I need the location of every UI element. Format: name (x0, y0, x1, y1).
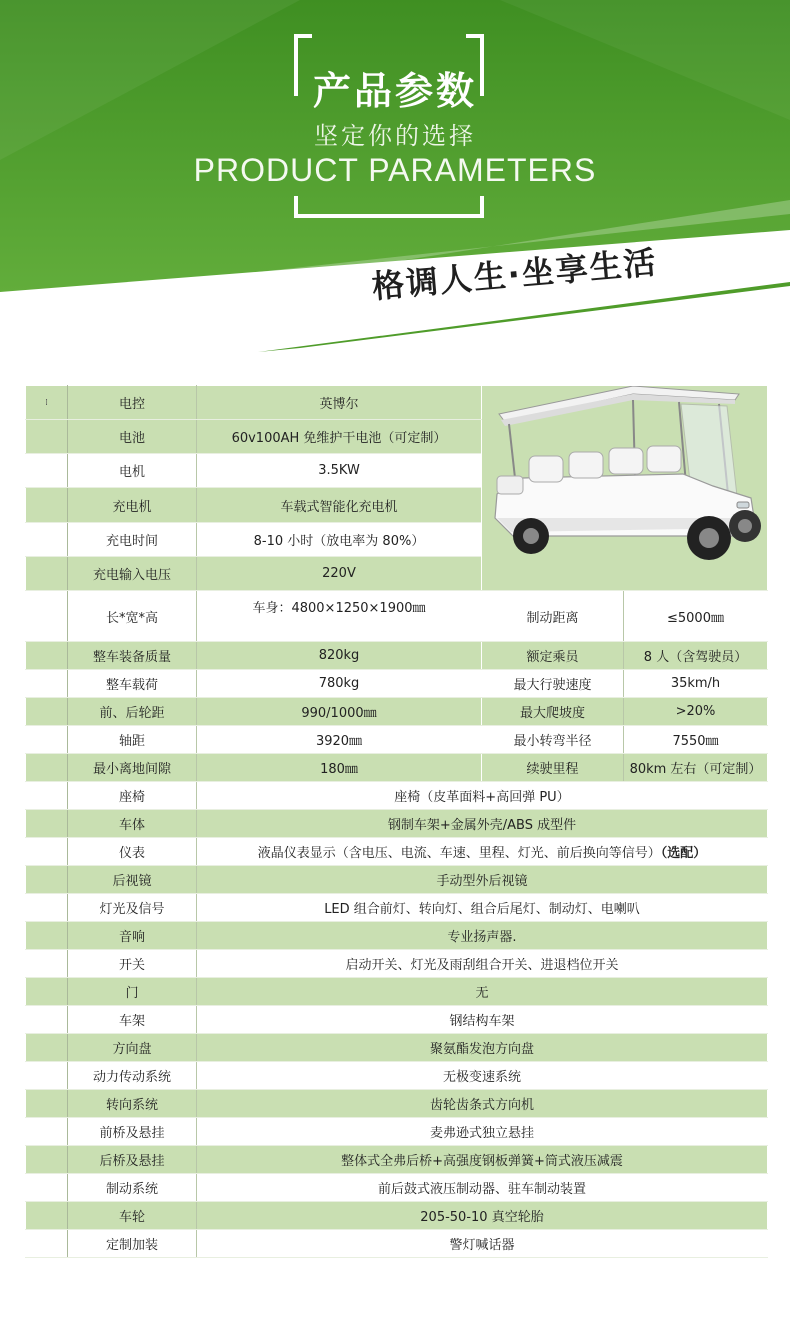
spec-value: ≤5000㎜ (624, 591, 768, 642)
spec-value: 无 (197, 978, 768, 1006)
spec-label: 额定乘员 (482, 642, 624, 670)
spec-label: 整车装备质量 (68, 642, 197, 670)
spec-label: 车轮 (68, 1202, 197, 1230)
spec-label: 后视镜 (68, 866, 197, 894)
spec-value: 205-50-10 真空轮胎 (197, 1202, 768, 1230)
spec-label: 最小转弯半径 (482, 726, 624, 754)
spec-label: 充电时间 (68, 522, 197, 556)
spec-value: >20% (624, 698, 768, 726)
spec-value: 35km/h (624, 670, 768, 698)
spec-table (25, 385, 768, 1258)
spec-label: 电控 (68, 386, 197, 420)
spec-label: 续驶里程 (482, 754, 624, 782)
spec-label: 灯光及信号 (68, 894, 197, 922)
spec-value: 座椅（皮革面料+高回弹 PU） (197, 782, 768, 810)
page-subtitle: 坚定你的选择 (314, 122, 476, 150)
spec-value: 启动开关、灯光及雨刮组合开关、进退档位开关 (197, 950, 768, 978)
spec-label: 电池 (68, 420, 197, 454)
spec-value: 180㎜ (197, 754, 482, 782)
spec-value: 60v100AH 免维护干电池（可定制） (197, 420, 482, 454)
header-banner (0, 0, 790, 360)
spec-value: 3920㎜ (197, 726, 482, 754)
spec-value: 无极变速系统 (197, 1062, 768, 1090)
spec-label: 最小离地间隙 (68, 754, 197, 782)
spec-value: 手动型外后视镜 (197, 866, 768, 894)
spec-label: 前、后轮距 (68, 698, 197, 726)
product-image (482, 386, 768, 591)
spec-label: 最大行驶速度 (482, 670, 624, 698)
spec-label: 电机 (68, 454, 197, 488)
spec-value: 钢制车架+金属外壳/ABS 成型件 (197, 810, 768, 838)
spec-label: 轴距 (68, 726, 197, 754)
spec-value: 220V (197, 556, 482, 590)
spec-value (197, 838, 768, 866)
spec-value: 7550㎜ (624, 726, 768, 754)
spec-label: 前桥及悬挂 (68, 1118, 197, 1146)
spec-label: 动力传动系统 (68, 1062, 197, 1090)
spec-label: 车体 (68, 810, 197, 838)
spec-label: 整车载荷 (68, 670, 197, 698)
spec-label: 转向系统 (68, 1090, 197, 1118)
page-title-english: PRODUCT PARAMETERS (193, 152, 597, 188)
slogan: 格调人生·坐享生活 (370, 243, 659, 306)
spec-value: 专业扬声器. (197, 922, 768, 950)
spec-value: 钢结构车架 (197, 1006, 768, 1034)
page-title: 产品参数 (312, 69, 477, 113)
spec-label: 开关 (68, 950, 197, 978)
spec-label: 充电输入电压 (68, 556, 197, 590)
spec-value: 齿轮齿条式方向机 (197, 1090, 768, 1118)
spec-label: 定制加装 (68, 1230, 197, 1258)
spec-value: 麦弗逊式独立悬挂 (197, 1118, 768, 1146)
spec-value: 990/1000㎜ (197, 698, 482, 726)
spec-label: 最大爬坡度 (482, 698, 624, 726)
spec-label: 门 (68, 978, 197, 1006)
spec-value: 聚氨酯发泡方向盘 (197, 1034, 768, 1062)
spec-value: LED 组合前灯、转向灯、组合后尾灯、制动灯、电喇叭 (197, 894, 768, 922)
spec-value: 8 人（含驾驶员） (624, 642, 768, 670)
spec-value: 3.5KW (197, 454, 482, 488)
golf-cart-icon (483, 386, 767, 586)
spec-value: 8-10 小时（放电率为 80%） (197, 522, 482, 556)
spec-value: 英博尔 (197, 386, 482, 420)
spec-value: 整体式全弗后桥+高强度钢板弹簧+筒式液压减震 (197, 1146, 768, 1174)
spec-label: 车架 (68, 1006, 197, 1034)
spec-value: 前后鼓式液压制动器、驻车制动装置 (197, 1174, 768, 1202)
spec-value: 车身：4800×1250×1900㎜ (197, 591, 482, 642)
spec-value: 780kg (197, 670, 482, 698)
spec-label: 制动系统 (68, 1174, 197, 1202)
spec-value-text: 液晶仪表显示（含电压、电流、车速、里程、灯光、前后换向等信号） (257, 846, 661, 861)
spec-label: 后桥及悬挂 (68, 1146, 197, 1174)
spec-label: 制动距离 (482, 591, 624, 642)
spec-label: 方向盘 (68, 1034, 197, 1062)
spec-value: 80km 左右（可定制） (624, 754, 768, 782)
row-marker: ⁞ (26, 386, 68, 420)
optional-tag: （选配） (660, 846, 707, 861)
spec-label: 仪表 (68, 838, 197, 866)
spec-label: 音响 (68, 922, 197, 950)
spec-value: 警灯喊话器 (197, 1230, 768, 1258)
spec-value: 车载式智能化充电机 (197, 488, 482, 522)
spec-label: 充电机 (68, 488, 197, 522)
spec-label: 座椅 (68, 782, 197, 810)
spec-value: 820kg (197, 642, 482, 670)
spec-label: 长*宽*高 (68, 591, 197, 642)
